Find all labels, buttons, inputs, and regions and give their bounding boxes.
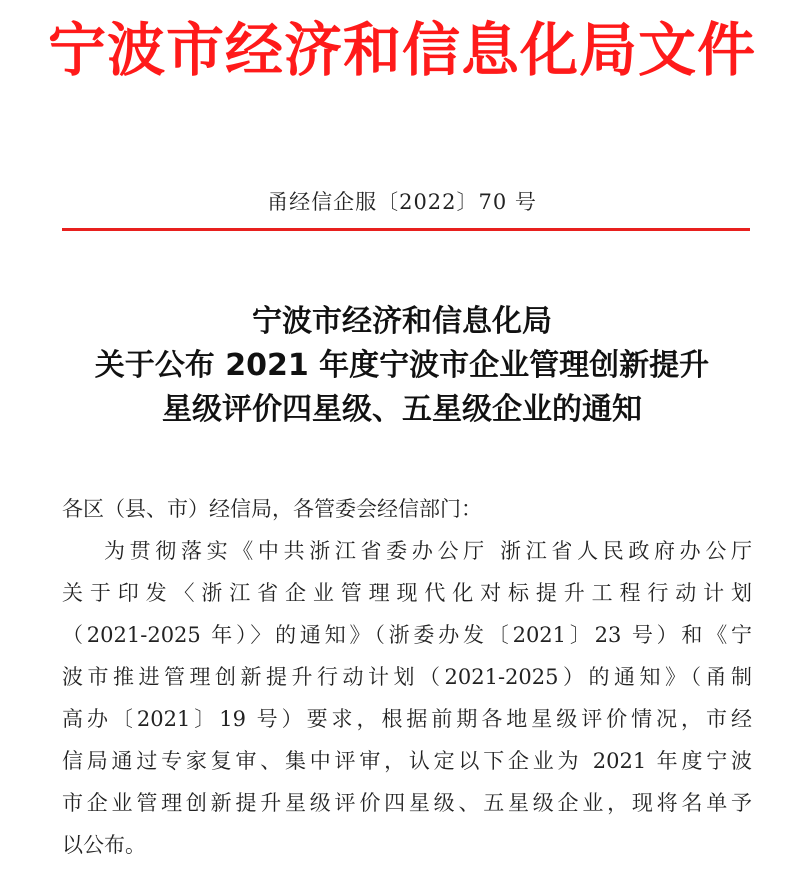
notice-title (0, 300, 804, 432)
title-line-1: 宁波市经济和信息化局 (252, 304, 552, 339)
title-line-2: 关于公布 2021 年度宁波市企业管理创新提升 (94, 348, 710, 383)
title-line-3: 星级评价四星级、五星级企业的通知 (162, 392, 642, 427)
body-line: （2021-2025 年）〉的通知》（浙委办发〔2021〕23 号）和《宁 (62, 623, 752, 647)
salutation: 各区（县、市）经信局，各管委会经信部门： (62, 497, 482, 521)
body-line: 关于印发〈浙江省企业管理现代化对标提升工程行动计划 (62, 581, 752, 605)
body-line: 信局通过专家复审、集中评审，认定以下企业为 2021 年度宁波 (62, 749, 752, 773)
red-divider-line (62, 228, 750, 231)
body-line: 以公布。 (62, 833, 146, 857)
notice-body (62, 488, 752, 866)
body-line: 高办〔2021〕19 号）要求，根据前期各地星级评价情况，市经 (62, 707, 752, 731)
document-masthead: 宁波市经济和信息化局文件 (47, 16, 756, 84)
body-line: 市企业管理创新提升星级评价四星级、五星级企业，现将名单予 (62, 791, 752, 815)
document-number: 甬经信企服〔2022〕70 号 (267, 190, 537, 214)
body-line: 为贯彻落实《中共浙江省委办公厅 浙江省人民政府办公厅 (104, 539, 752, 563)
body-line: 波市推进管理创新提升行动计划（2021-2025）的通知》（甬制 (62, 665, 752, 689)
